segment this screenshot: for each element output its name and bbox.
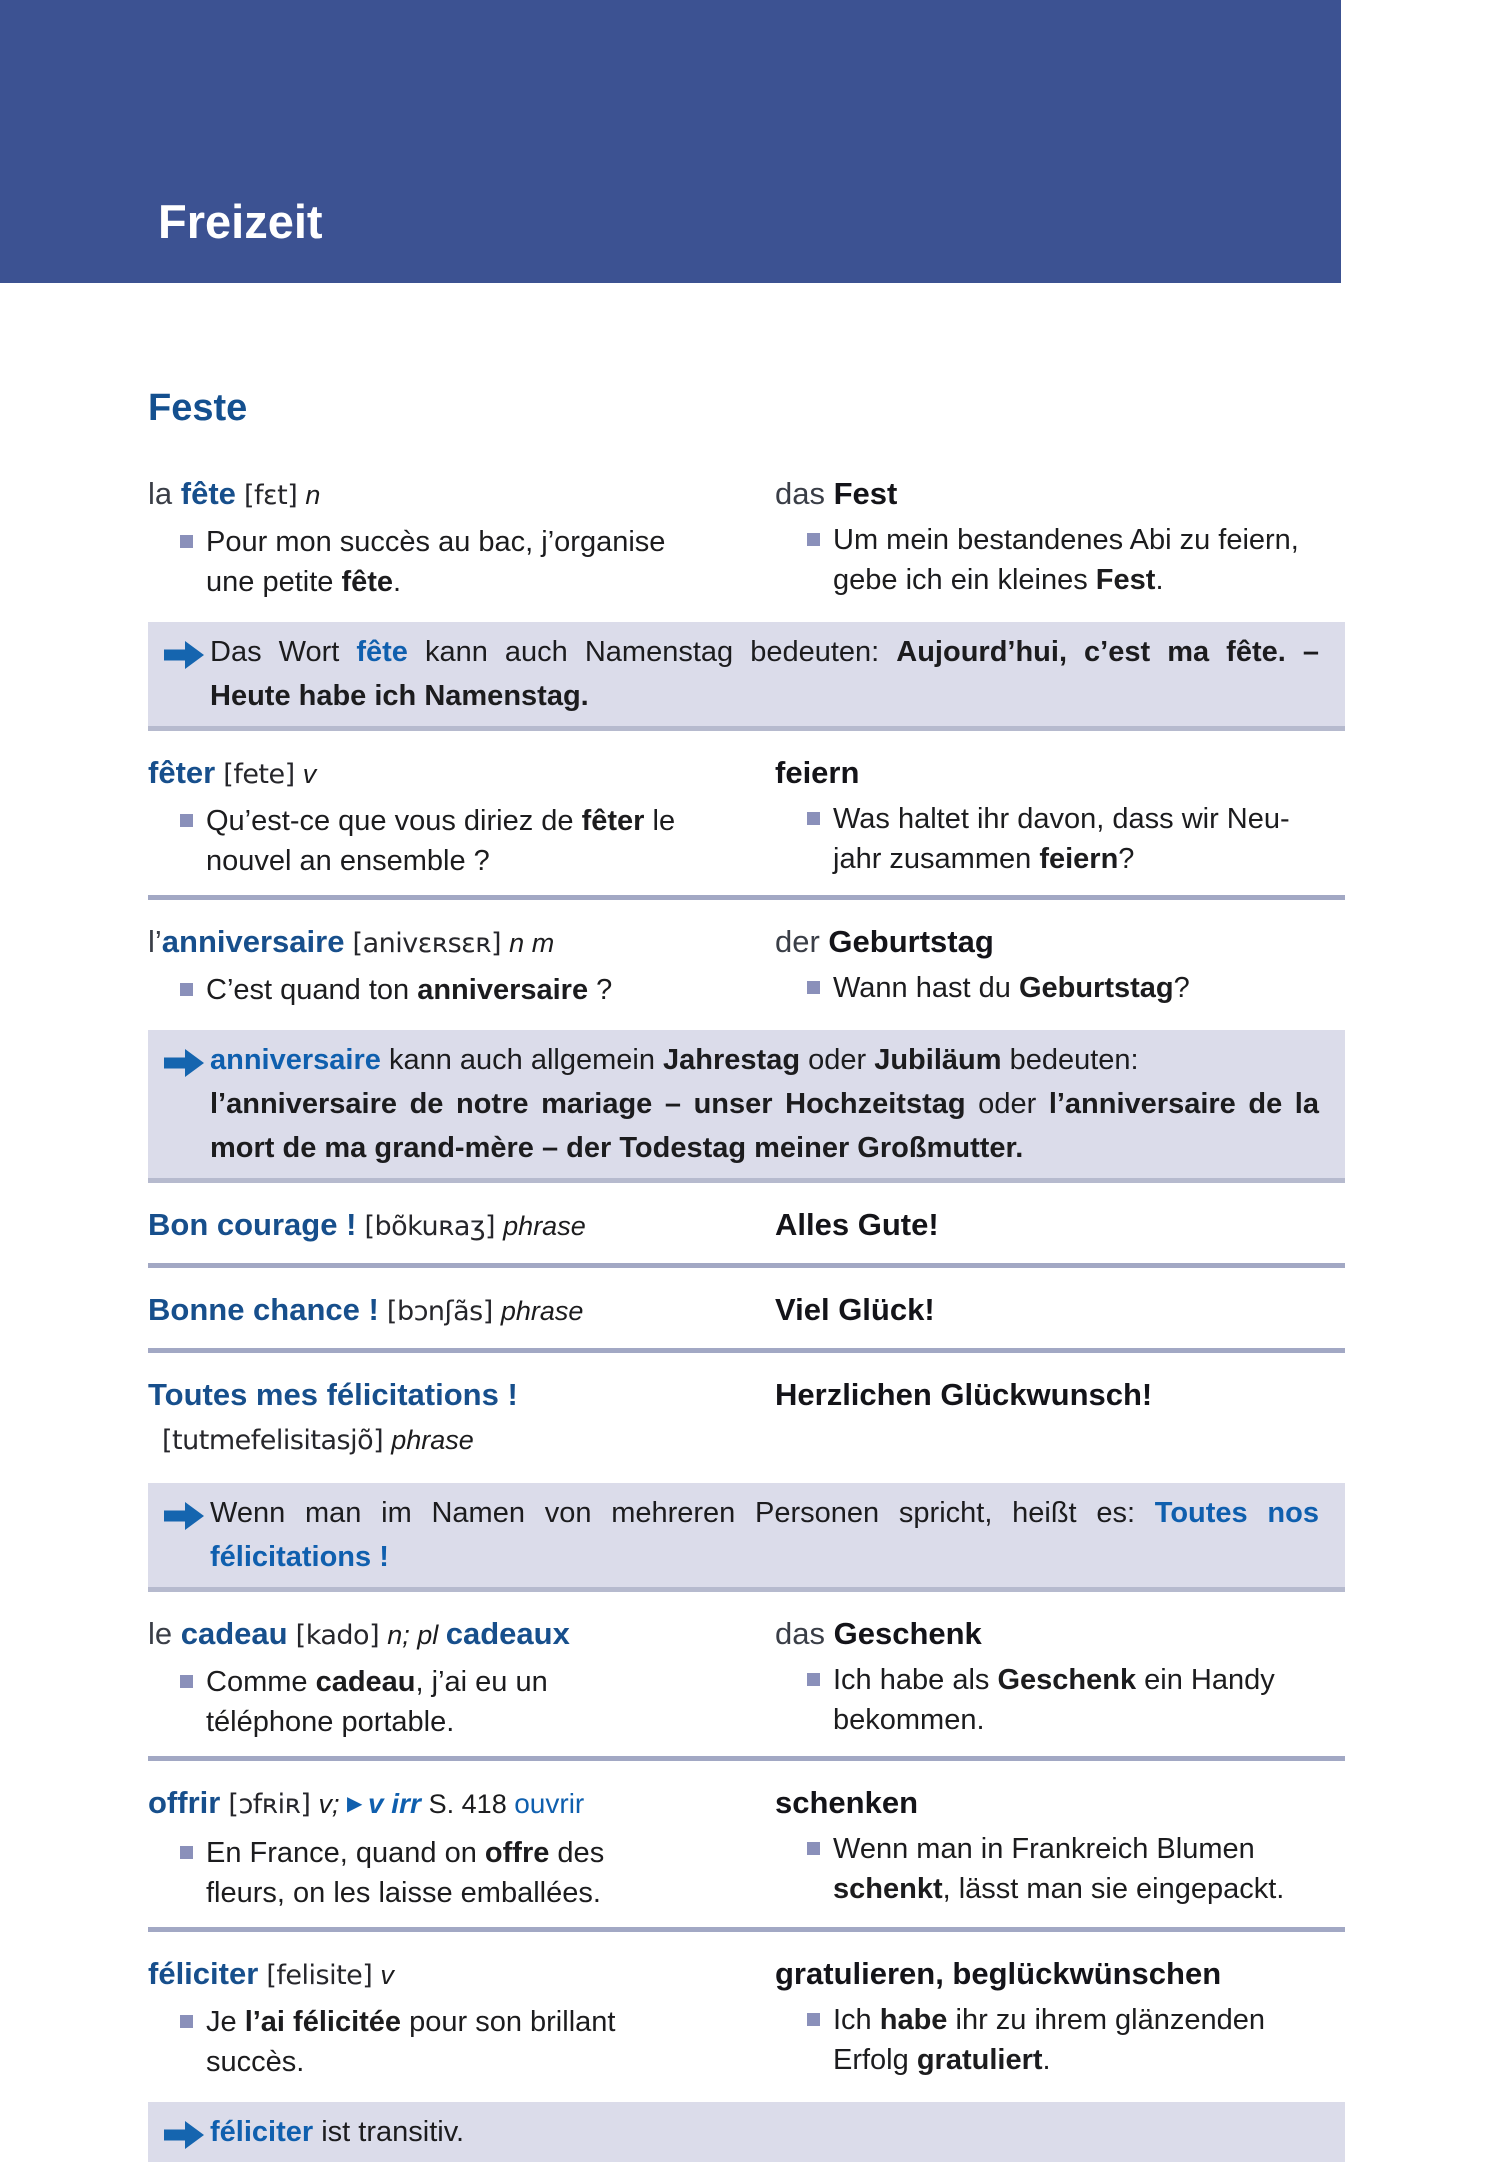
french-column <box>148 920 713 1010</box>
example-sentence: C’est quand ton anniversaire ? <box>148 970 713 1010</box>
french-column <box>148 1612 713 1742</box>
page-content <box>0 387 1512 2162</box>
examples-french <box>148 970 713 1010</box>
usage-note-text: féliciter ist transitiv. <box>210 2116 465 2148</box>
headword-line-german: schenken <box>775 1785 919 1820</box>
french-column <box>148 751 713 881</box>
dictionary-entry <box>148 452 1345 616</box>
examples-french <box>148 2002 713 2082</box>
examples-french <box>148 522 713 602</box>
bullet-square-icon <box>807 812 820 825</box>
french-column <box>148 472 713 602</box>
example-sentence: Was haltet ihr davon, dass wir Neu- jahr zusammen feiern? <box>775 799 1345 879</box>
section-heading: Feste <box>148 387 248 429</box>
example-sentence: Wenn man in Frankreich Blumen schenkt, lässt man sie eingepackt. <box>775 1829 1345 1909</box>
content-blocks <box>148 452 1345 2162</box>
dictionary-entry <box>148 1183 1345 1263</box>
headword-line-french: Bon courage ! [bõkuʀaʒ] phrase <box>148 1207 586 1242</box>
examples-french <box>148 801 713 881</box>
examples-german <box>775 520 1345 600</box>
bullet-square-icon <box>180 535 193 548</box>
headword-line-french: offrir [ɔfʀiʀ] v; ▶ v irr S. 418 ouvrir <box>148 1785 585 1820</box>
headword-line-german: das Fest <box>775 476 898 511</box>
bullet-square-icon <box>807 1842 820 1855</box>
example-sentence: Je l’ai félicitée pour son brillant succès. <box>148 2002 713 2082</box>
bullet-square-icon <box>180 1675 193 1688</box>
dictionary-entry <box>148 731 1345 895</box>
dictionary-entry <box>148 1268 1345 1348</box>
examples-german <box>775 1660 1345 1740</box>
german-column <box>775 751 1345 881</box>
headword-line-french: Toutes mes félicitations ! [tutmefelisitasjõ] phrase <box>148 1377 518 1456</box>
headword-line-french: fêter [fete] v <box>148 755 317 790</box>
example-sentence: Qu’est-ce que vous diriez de fêter le nouvel an ensemble ? <box>148 801 713 881</box>
headword-line-french: l’anniversaire [anivɛʀsɛʀ] n m <box>148 924 555 959</box>
usage-note <box>148 622 1345 731</box>
headword-line-german: feiern <box>775 755 860 790</box>
headword-line-french: la fête [fɛt] n <box>148 476 321 511</box>
headword-line-french: le cadeau [kado] n; pl cadeaux <box>148 1616 570 1651</box>
usage-note-text: Das Wort fête kann auch Namenstag bedeuten: Aujourd’hui, c’est ma fête. – Heute habe ich Namenstag. <box>210 636 1319 712</box>
usage-note <box>148 1483 1345 1592</box>
arrow-right-icon <box>148 1038 210 1083</box>
chapter-banner <box>0 0 1341 283</box>
example-sentence: Ich habe als Geschenk ein Handy bekommen. <box>775 1660 1345 1740</box>
example-sentence: En France, quand on offre des fleurs, on les laisse emballées. <box>148 1833 713 1913</box>
german-column <box>775 1203 1345 1249</box>
dictionary-entry <box>148 1761 1345 1927</box>
german-column <box>775 1952 1345 2082</box>
headword-line-french: Bonne chance ! [bɔnʃãs] phrase <box>148 1292 584 1327</box>
headword-line-french: féliciter [felisite] v <box>148 1956 394 1991</box>
usage-note-text: Wenn man im Namen von mehreren Personen spricht, heißt es: Toutes nos félicitations ! <box>210 1497 1319 1573</box>
examples-french <box>148 1833 713 1913</box>
dictionary-entry <box>148 1353 1345 1477</box>
bullet-square-icon <box>180 983 193 996</box>
examples-german <box>775 968 1345 1008</box>
bullet-square-icon <box>180 2015 193 2028</box>
french-column <box>148 1288 713 1334</box>
headword-line-german: Herzlichen Glückwunsch! <box>775 1377 1153 1412</box>
bullet-square-icon <box>180 1846 193 1859</box>
examples-german <box>775 1829 1345 1909</box>
usage-note-text: anniversaire kann auch allgemein Jahrestag oder Jubiläum bedeuten: l’anniversaire de notre mariage – unser Hochzeitstag oder l’anniversaire de la mort de ma grand-mère – der Todestag meiner Großmutter. <box>210 1044 1319 1164</box>
german-column <box>775 1612 1345 1742</box>
examples-german <box>775 799 1345 879</box>
example-sentence: Um mein bestandenes Abi zu feiern, gebe ich ein kleines Fest. <box>775 520 1345 600</box>
german-column <box>775 1288 1345 1334</box>
french-column <box>148 1373 713 1463</box>
bullet-square-icon <box>180 814 193 827</box>
headword-line-german: Viel Glück! <box>775 1292 935 1327</box>
headword-line-german: Alles Gute! <box>775 1207 939 1242</box>
arrow-right-icon <box>148 2110 210 2155</box>
example-sentence: Wann hast du Geburtstag? <box>775 968 1345 1008</box>
chapter-title: Freizeit <box>158 195 323 248</box>
german-column <box>775 1373 1345 1463</box>
bullet-square-icon <box>807 981 820 994</box>
french-column <box>148 1952 713 2082</box>
bullet-square-icon <box>807 2013 820 2026</box>
headword-line-german: gratulieren, beglückwünschen <box>775 1956 1222 1991</box>
bullet-square-icon <box>807 533 820 546</box>
examples-french <box>148 1662 713 1742</box>
dictionary-entry <box>148 1592 1345 1756</box>
dictionary-entry <box>148 900 1345 1024</box>
german-column <box>775 920 1345 1010</box>
french-column <box>148 1781 713 1913</box>
example-sentence: Pour mon succès au bac, j’organise une petite fête. <box>148 522 713 602</box>
bullet-square-icon <box>807 1673 820 1686</box>
example-sentence: Ich habe ihr zu ihrem glänzenden Erfolg gratuliert. <box>775 2000 1345 2080</box>
headword-line-german: der Geburtstag <box>775 924 994 959</box>
example-sentence: Comme cadeau, j’ai eu un téléphone portable. <box>148 1662 713 1742</box>
arrow-right-icon <box>148 1491 210 1536</box>
headword-line-german: das Geschenk <box>775 1616 982 1651</box>
french-column <box>148 1203 713 1249</box>
usage-note <box>148 2102 1345 2162</box>
german-column <box>775 1781 1345 1913</box>
dictionary-entry <box>148 1932 1345 2096</box>
usage-note <box>148 1030 1345 1183</box>
german-column <box>775 472 1345 602</box>
arrow-right-icon <box>148 630 210 675</box>
examples-german <box>775 2000 1345 2080</box>
